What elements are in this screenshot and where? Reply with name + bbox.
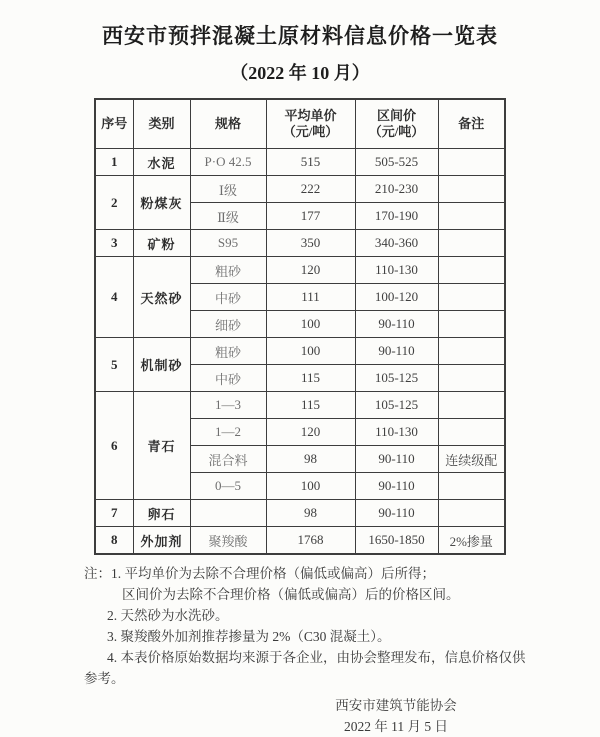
note-line: 区间价为去除不合理价格（偏低或偏高）后的价格区间。 [122,587,460,602]
cell-spec: 1—2 [190,419,266,446]
cell-avg-price: 350 [266,230,355,257]
cell-remark [438,338,505,365]
cell-avg-price: 115 [266,365,355,392]
cell-no: 4 [95,257,133,338]
cell-avg-price: 98 [266,500,355,527]
cell-spec: 细砂 [190,311,266,338]
table-row [95,176,505,203]
header-label: 规格 [214,116,241,131]
cell-remark [438,176,505,203]
cell-spec: 1—3 [190,392,266,419]
note-line: 3. 聚羧酸外加剂推荐掺量为 2%（C30 混凝土）。 [107,629,391,644]
cell-range-price: 90-110 [355,500,438,527]
table-row [95,500,505,527]
header-row [95,99,505,149]
cell-avg-price: 98 [266,446,355,473]
cell-range-price: 105-125 [355,365,438,392]
col-header-no [95,99,133,149]
cell-avg-price: 100 [266,338,355,365]
col-header-remark [438,99,505,149]
page-subtitle: （2022 年 10 月） [230,63,370,83]
cell-range-price: 170-190 [355,203,438,230]
table-row [95,338,505,365]
table-header [95,99,505,149]
header-label: 区间价 [376,108,416,123]
cell-range-price: 210-230 [355,176,438,203]
notes-section [84,563,550,689]
cell-avg-price: 115 [266,392,355,419]
header-unit: （元/吨） [368,124,425,139]
cell-spec [190,500,266,527]
cell-category: 粉煤灰 [133,176,190,230]
cell-avg-price: 177 [266,203,355,230]
cell-range-price: 90-110 [355,473,438,500]
note-line: 参考。 [84,671,125,686]
table-row [95,230,505,257]
cell-range-price: 90-110 [355,446,438,473]
price-table [94,98,506,555]
cell-spec: S95 [190,230,266,257]
cell-spec: Ⅱ级 [190,203,266,230]
cell-avg-price: 100 [266,311,355,338]
cell-range-price: 100-120 [355,284,438,311]
table-row [95,257,505,284]
header-unit: （元/吨） [282,124,339,139]
issuing-organization: 西安市建筑节能协会 [335,698,457,713]
table-row [95,149,505,176]
cell-category: 水泥 [133,149,190,176]
cell-spec: 中砂 [190,284,266,311]
cell-spec: Ⅰ级 [190,176,266,203]
note-line: 2. 天然砂为水洗砂。 [107,608,229,623]
cell-remark [438,365,505,392]
cell-avg-price: 100 [266,473,355,500]
cell-category: 机制砂 [133,338,190,392]
cell-category: 矿粉 [133,230,190,257]
cell-spec: P·O 42.5 [190,149,266,176]
header-label: 序号 [101,116,128,131]
cell-spec: 0—5 [190,473,266,500]
cell-avg-price: 111 [266,284,355,311]
cell-no: 5 [95,338,133,392]
col-header-category [133,99,190,149]
cell-avg-price: 1768 [266,527,355,555]
cell-spec: 粗砂 [190,338,266,365]
cell-remark [438,257,505,284]
col-header-spec [190,99,266,149]
header-label: 类别 [148,116,175,131]
cell-range-price: 110-130 [355,419,438,446]
cell-remark: 连续级配 [438,446,505,473]
table-row [95,527,505,555]
cell-avg-price: 120 [266,419,355,446]
cell-no: 7 [95,500,133,527]
col-header-range-price [355,99,438,149]
cell-spec: 聚羧酸 [190,527,266,555]
cell-remark [438,230,505,257]
cell-no: 8 [95,527,133,555]
cell-range-price: 90-110 [355,311,438,338]
cell-category: 外加剂 [133,527,190,555]
cell-no: 1 [95,149,133,176]
cell-category: 天然砂 [133,257,190,338]
cell-remark [438,473,505,500]
cell-remark [438,284,505,311]
cell-spec: 混合料 [190,446,266,473]
cell-spec: 粗砂 [190,257,266,284]
page-title: 西安市预拌混凝土原材料信息价格一览表 [102,24,498,48]
note-line: 4. 本表价格原始数据均来源于各企业，由协会整理发布，信息价格仅供 [107,650,526,665]
cell-remark [438,419,505,446]
col-header-avg-price [266,99,355,149]
signature-block [298,695,494,737]
cell-remark [438,311,505,338]
cell-remark [438,149,505,176]
cell-avg-price: 120 [266,257,355,284]
cell-avg-price: 515 [266,149,355,176]
cell-category: 卵石 [133,500,190,527]
cell-range-price: 90-110 [355,338,438,365]
cell-remark: 2%掺量 [438,527,505,555]
header-label: 备注 [458,116,485,131]
issue-date: 2022 年 11 月 5 日 [343,719,449,734]
cell-range-price: 1650-1850 [355,527,438,555]
cell-category: 青石 [133,392,190,500]
cell-range-price: 340-360 [355,230,438,257]
cell-range-price: 505-525 [355,149,438,176]
cell-remark [438,203,505,230]
cell-no: 6 [95,392,133,500]
note-line: 注：1. 平均单价为去除不合理价格（偏低或偏高）后所得； [84,566,435,581]
cell-no: 3 [95,230,133,257]
cell-remark [438,500,505,527]
header-label: 平均单价 [284,108,337,123]
table-row [95,392,505,419]
cell-range-price: 105-125 [355,392,438,419]
cell-spec: 中砂 [190,365,266,392]
cell-range-price: 110-130 [355,257,438,284]
table-body [95,149,505,555]
cell-no: 2 [95,176,133,230]
cell-avg-price: 222 [266,176,355,203]
cell-remark [438,392,505,419]
